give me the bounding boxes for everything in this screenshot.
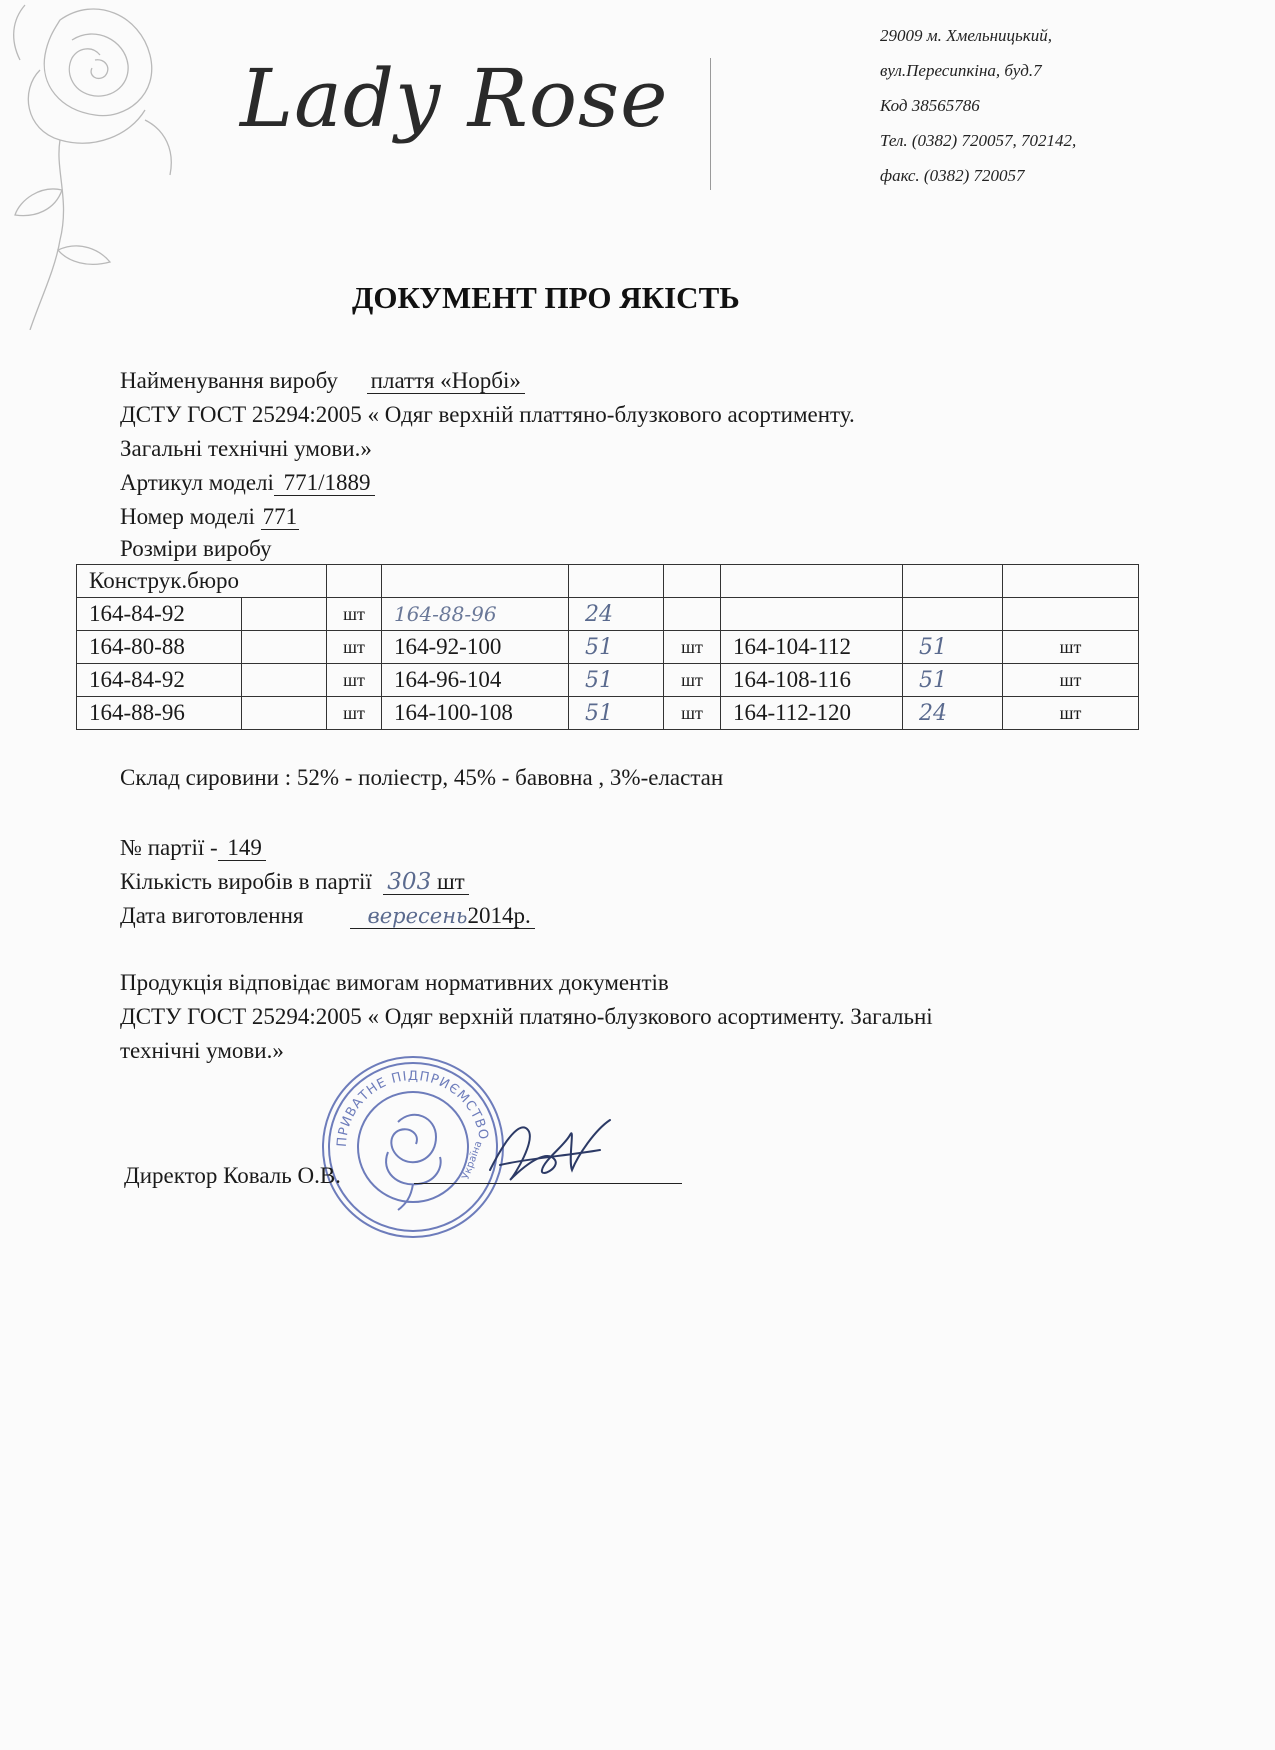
size-cell: 164-84-92 bbox=[77, 598, 242, 631]
batch-count-label: Кількість виробів в партії bbox=[120, 869, 372, 894]
size-cell: 164-88-96 bbox=[77, 697, 242, 730]
qty-cell: 51 bbox=[569, 664, 664, 697]
size-cell: 164-104-112 bbox=[721, 631, 903, 664]
batch-number-label: № партії - bbox=[120, 835, 218, 860]
model-value: 771 bbox=[262, 504, 298, 529]
product-name-label: Найменування виробу bbox=[120, 368, 338, 393]
stamp-text: ПРИВАТНЕ ПІДПРИЄМСТВО bbox=[334, 1068, 491, 1148]
batch-number-line bbox=[120, 835, 266, 861]
unit-cell: шт bbox=[327, 631, 382, 664]
article-label: Артикул моделі bbox=[120, 470, 274, 495]
table-row bbox=[77, 598, 1139, 631]
unit-cell bbox=[664, 598, 721, 631]
manufacture-year: 2014р. bbox=[467, 903, 531, 928]
director-signature-icon bbox=[470, 1100, 620, 1200]
contact-code: Код 38565786 bbox=[880, 96, 980, 115]
table-header-cell: Конструк.бюро bbox=[77, 565, 327, 598]
document-title: ДОКУМЕНТ ПРО ЯКІСТЬ bbox=[352, 280, 740, 315]
size-cell: 164-112-120 bbox=[721, 697, 903, 730]
composition-line: Склад сировини : 52% - поліестр, 45% - бавовна , 3%-еластан bbox=[120, 765, 724, 790]
stamp-country: Україна bbox=[460, 1139, 485, 1182]
director-label: Директор Коваль О.В. bbox=[124, 1163, 341, 1188]
table-row bbox=[77, 631, 1139, 664]
company-logo: Lady Rose bbox=[240, 52, 669, 145]
model-line bbox=[120, 504, 299, 530]
contact-address-city: 29009 м. Хмельницький, bbox=[880, 26, 1052, 45]
article-value: 771/1889 bbox=[274, 470, 375, 496]
unit-cell: шт bbox=[327, 664, 382, 697]
size-cell: 164-108-116 bbox=[721, 664, 903, 697]
qty-cell: 51 bbox=[569, 631, 664, 664]
qty-cell: 51 bbox=[903, 631, 1003, 664]
size-cell: 164-84-92 bbox=[77, 664, 242, 697]
unit-cell bbox=[1003, 598, 1139, 631]
rose-decoration-icon bbox=[0, 0, 180, 330]
unit-cell: шт bbox=[664, 631, 721, 664]
compliance-line-1: Продукція відповідає вимогам нормативних документів bbox=[120, 970, 669, 995]
batch-number-value: 149 bbox=[218, 835, 266, 861]
size-cell-handwritten: 164-88-96 bbox=[382, 598, 569, 631]
manufacture-month: вересень bbox=[367, 904, 468, 928]
table-header-row bbox=[77, 565, 1139, 598]
unit-cell: шт bbox=[664, 697, 721, 730]
qty-cell: 51 bbox=[903, 664, 1003, 697]
product-name-line bbox=[120, 368, 525, 394]
unit-cell: шт bbox=[1003, 664, 1139, 697]
header-divider bbox=[710, 58, 711, 190]
manufacture-date-line bbox=[120, 903, 535, 929]
article-line bbox=[120, 470, 375, 496]
standard-line-2: Загальні технічні умови.» bbox=[120, 436, 372, 461]
batch-count-line bbox=[120, 869, 469, 895]
batch-count-value: 303 bbox=[387, 869, 432, 895]
contact-address-street: вул.Пересипкіна, буд.7 bbox=[880, 61, 1042, 80]
compliance-line-2: ДСТУ ГОСТ 25294:2005 « Одяг верхній платяно-блузкового асортименту. Загальні bbox=[120, 1004, 933, 1029]
table-row bbox=[77, 697, 1139, 730]
unit-cell: шт bbox=[664, 664, 721, 697]
size-cell: 164-80-88 bbox=[77, 631, 242, 664]
qty-cell bbox=[903, 598, 1003, 631]
contact-fax: факс. (0382) 720057 bbox=[880, 166, 1025, 185]
standard-line-1: ДСТУ ГОСТ 25294:2005 « Одяг верхній платтяно-блузкового асортименту. bbox=[120, 402, 855, 427]
unit-cell: шт bbox=[1003, 631, 1139, 664]
product-name-value: плаття «Норбі» bbox=[367, 368, 525, 394]
sizes-table bbox=[76, 564, 1139, 730]
contact-phone: Тел. (0382) 720057, 702142, bbox=[880, 131, 1077, 150]
unit-cell: шт bbox=[327, 598, 382, 631]
unit-cell: шт bbox=[1003, 697, 1139, 730]
size-cell: 164-100-108 bbox=[382, 697, 569, 730]
company-contacts bbox=[880, 18, 1076, 193]
table-row bbox=[77, 664, 1139, 697]
compliance-line-3: технічні умови.» bbox=[120, 1038, 284, 1063]
size-cell: 164-96-104 bbox=[382, 664, 569, 697]
batch-count-unit: шт bbox=[431, 869, 465, 894]
manufacture-date-label: Дата виготовлення bbox=[120, 903, 304, 928]
size-cell: 164-92-100 bbox=[382, 631, 569, 664]
qty-cell: 24 bbox=[569, 598, 664, 631]
qty-cell: 51 bbox=[569, 697, 664, 730]
size-cell bbox=[721, 598, 903, 631]
model-label: Номер моделі bbox=[120, 504, 255, 529]
sizes-label: Розміри виробу bbox=[120, 536, 272, 561]
qty-cell: 24 bbox=[903, 697, 1003, 730]
unit-cell: шт bbox=[327, 697, 382, 730]
